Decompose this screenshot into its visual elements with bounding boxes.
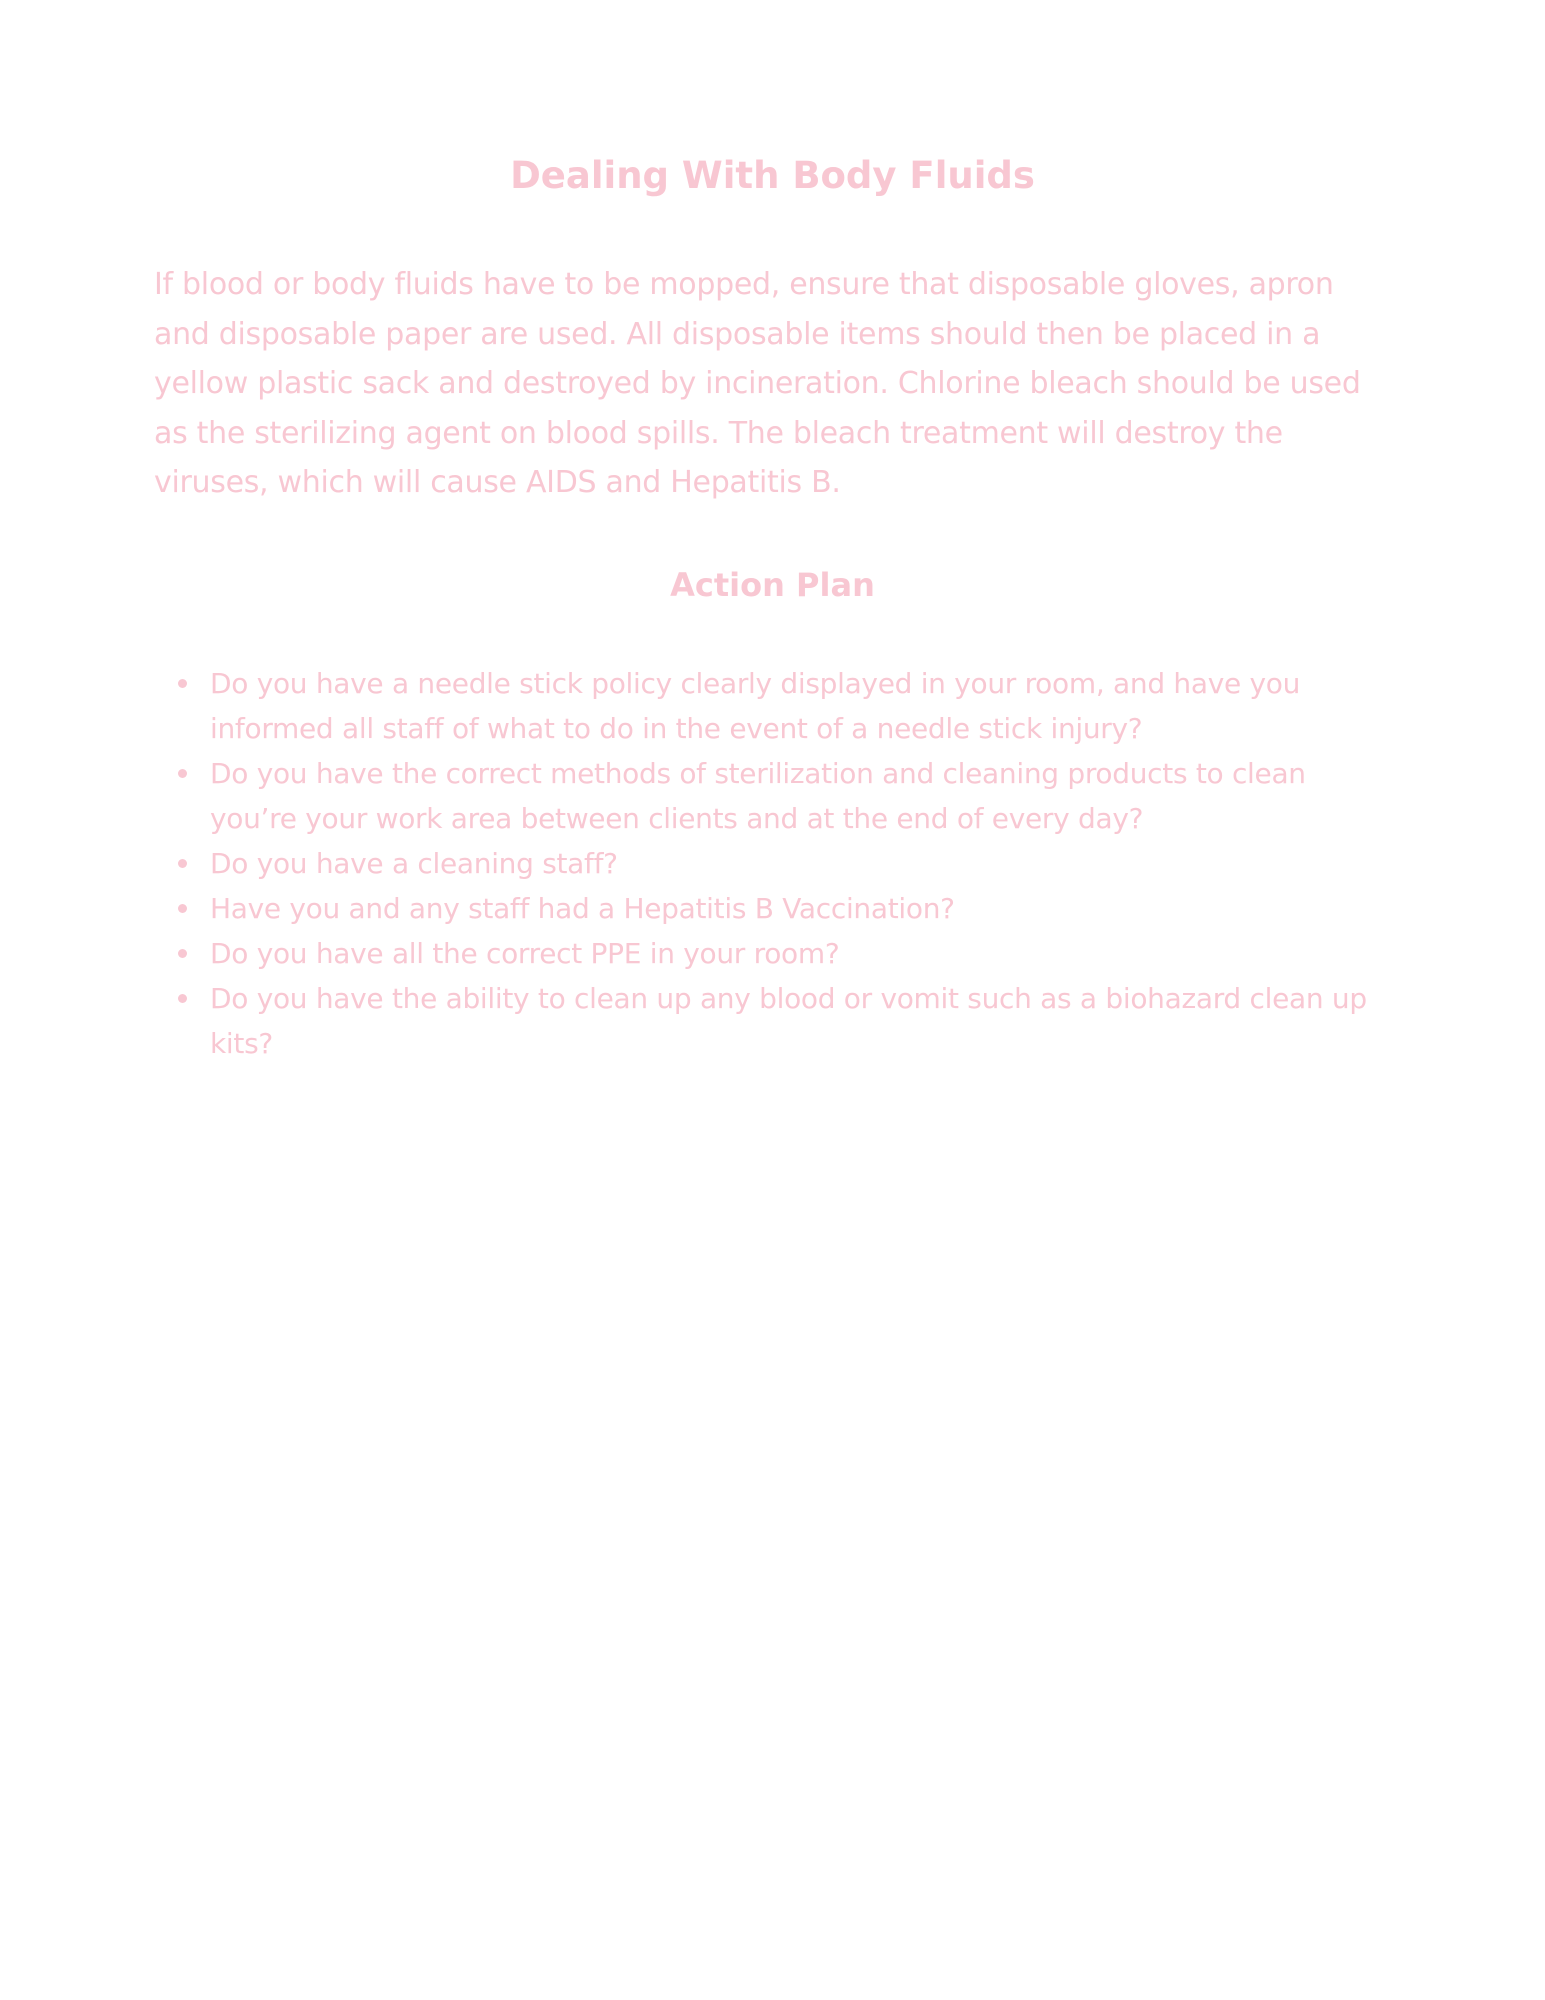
list-item-text: Have you and any staff had a Hepatitis B Vaccination? (210, 892, 955, 925)
list-item (154, 661, 1374, 751)
bullet-icon (178, 679, 187, 688)
bullet-icon (178, 904, 187, 913)
body-paragraph: If blood or body fluids have to be mopped, ensure that disposable gloves, apron and disposable paper are used. All disposable items should then be placed in a yellow plastic sack and destroyed by incineration. Chlorine bleach should be used as the sterilizing agent on blood spills. The bleach treatment will destroy the viruses, which will cause AIDS and Hepatitis B. (154, 267, 1361, 500)
list-item-text: Do you have the correct methods of sterilization and cleaning products to clean you’re your work area between clients and at the end of every day? (210, 757, 1306, 835)
bullet-icon (178, 769, 187, 778)
list-item-text: Do you have all the correct PPE in your room? (210, 937, 840, 970)
list-item (154, 841, 1374, 886)
list-item (154, 976, 1374, 1066)
action-plan-list (154, 661, 1374, 1066)
bullet-icon (178, 859, 187, 868)
list-item (154, 751, 1374, 841)
list-item-text: Do you have the ability to clean up any blood or vomit such as a biohazard clean up kits? (210, 982, 1367, 1060)
document-title: Dealing With Body Fluids (510, 154, 1035, 197)
bullet-icon (178, 949, 187, 958)
section-heading-action-plan: Action Plan (670, 566, 875, 604)
list-item-text: Do you have a cleaning staff? (210, 847, 618, 880)
bullet-icon (178, 994, 187, 1003)
list-item-text: Do you have a needle stick policy clearly displayed in your room, and have you informed all staff of what to do in the event of a needle stick injury? (210, 667, 1301, 745)
list-item (154, 886, 1374, 931)
list-item (154, 931, 1374, 976)
